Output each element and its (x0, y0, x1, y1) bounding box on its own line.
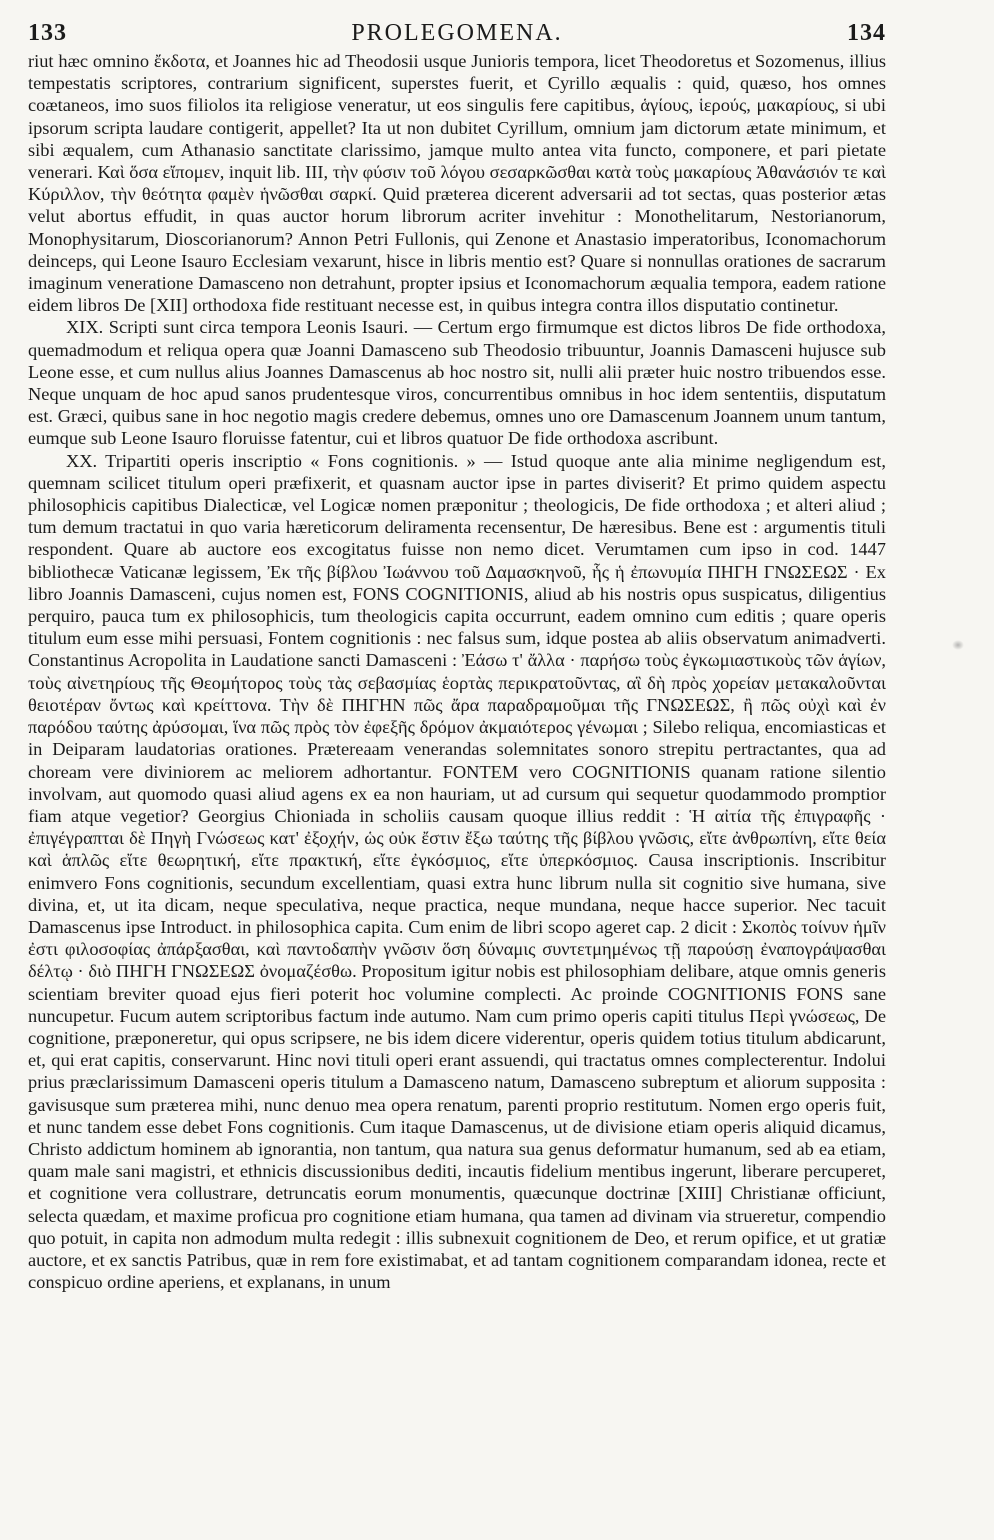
section-xx: XX. Tripartiti operis inscriptio « Fons cognitionis. » — Istud quoque ante alia minime negligendum est, quemnam scilicet titulum operi præfixerit, et quasnam auctor ipse in partes diviserit? Et primo quidem aspectu philosophicis capitibus Dialecticæ, vel Logicæ nomen præponitur ; theologicis, De fide orthodoxa ; et alteri aliud ; tum demum tractatui in quo varia hæreticorum deliramenta recensentur, De hæresibus. Bene est : argumentis tituli respondent. Quare ab auctore eos excogitatus fuisse non nemo dicet. Verumtamen cum ipso in cod. 1447 bibliothecæ Vaticanæ legissem, Ἐκ τῆς βίβλου Ἰωάννου τοῦ Δαμασκηνοῦ, ἧς ἡ ἐπωνυμία ΠΗΓΗ ΓΝΩΣΕΩΣ · Ex libro Joannis Damasceni, cujus nomen est, FONS COGNITIONIS, aliud ab his nostris opus suspicatus, diligentius perquiro, pauca tum ex philosophicis, tum theologicis capita occurrunt, eadem omnino cum editis ; quare operis titulum eum esse mihi persuasi, Fontem cognitionis : nec falsus sum, idque postea ab aliis observatum animadverti. Constantinus Acropolita in Laudatione sancti Damasceni : Ἐάσω τ' ἄλλα · παρήσω τοὺς ἐγκωμιαστικοὺς τῶν ἁγίων, τοὺς αἰνετηρίους τῆς Θεομήτορος τοὺς τὰς σεβασμίας ἑορτὰς περικρατοῦντας, αἳ δὴ πρὸς χορείαν μετακαλοῦνται θειοτέραν ὄντως καὶ κρείττονα. Τὴν δὲ ΠΗΓΗΝ πῶς ἄρα παραδραμοῦμαι τῆς ΓΝΩΣΕΩΣ, ἢ πῶς οὐχὶ καὶ ἐν παρόδου ταύτης ἀρύσομαι, ἵνα πῶς πρὸς τὸν ἐφεξῆς δρόμον ἀκμαιότερος γένωμαι ; Silebo reliqua, encomiasticas et in Deiparam laudatorias orationes. Prætereaam venerandas solemnitates sonoro strepitu pertractantes, qua ad choream vere diviniorem ac meliorem adhortantur. FONTEM vero COGNITIONIS quanam ratione silentio involvam, aut quomodo quasi aliud agens ex ea non hauriam, ut ad cursum qui sequetur quodammodo promptior fiam atque vegetior? Georgius Chioniada in scholiis causam quoque illius reddit : Ἡ αἰτία τῆς ἐπιγραφῆς · ἐπιγέγραπται δὲ Πηγὴ Γνώσεως κατ' ἐξοχήν, ὡς οὐκ ἔστιν ἔξω ταύτης τῆς βίβλου γνῶσις, εἴτε ἀνθρωπίνη, εἴτε θεία καὶ ἁπλῶς εἴτε θεωρητική, εἴτε πρακτική, εἴτε ἐγκόσμιος, εἴτε ὑπερκόσμιος. Causa inscriptionis. Inscribitur enimvero Fons cognitionis, secundum excellentiam, quasi extra hunc librum nulla sit cognitio sive humana, sive divina, et, ut ita dicam, neque speculativa, neque practica, neque mundana, neque hacce superior. Nec tacuit Damascenus ipse Introduct. in philosophica capita. Cum enim de libri scopo ageret cap. 2 dicit : Σκοπὸς τοίνυν ἡμῖν ἐστι φιλοσοφίας ἀπάρξασθαι, καὶ παντοδαπὴν γνῶσιν ὅση δύναμις συντετμημένως τῇ παρούσῃ ἐναπογράψασθαι δέλτῳ · διὸ ΠΗΓΗ ΓΝΩΣΕΩΣ ὀνομαζέσθω. Propositum igitur nobis est philosophiam delibare, atque omnis generis scientiam breviter quoad ejus fieri poterit hoc volumine complecti. Ac proinde COGNITIONIS FONS sane nuncupetur. Fucum autem scriptoribus factum inde autumo. Nam cum primo operis capiti titulus Περὶ γνώσεως, De cognitione, præponeretur, qui opus scripsere, ne bis idem dicere viderentur, operis quidem totius titulum abdicarunt, et, qui erat capitis, conservarunt. Hinc novi tituli operi erant assuendi, qui tractatus omnes complecterentur. Indolui prius præclarissimum Damasceni operis titulum a Damasceno natum, Damasceno subreptum et aliorum supposita : gavisusque sum præterea mihi, nunc denuo mea opera renatum, parenti proprio restitutum. Nomen ergo operis fuit, et nunc tandem esse debet Fons cognitionis. Cum itaque Damascenus, ut de divisione etiam operis aliquid dicamus, Christo addictum hominem ab ignorantia, non tantum, qua natura sua genus deformatur humanum, sed ab ea etiam, quam male sani magistri, et ethnicis discussionibus dediti, incautis fidelium mentibus ingerunt, liberare percuperet, et cognitione vera collustrare, detruncatis eorum monumentis, quæcunque doctrinæ [XIII] Christianæ officiunt, selecta quædam, et maxime proficua pro cognitione etiam humana, qua tamen ad divinam via strueretur, compendio quo potuit, in capita non admodum multa redegit : illis subnexuit cognitionem de Deo, et rerum opifice, et ut gratiæ auctore, et ex sanctis Patribus, quæ in rem fore existimabat, et ad tantam cognitionem comparandam idonea, recte et conspicuo ordine aperiens, et explanans, in unum (28, 450, 886, 1293)
page-number-right: 134 (847, 20, 886, 46)
running-title: PROLEGOMENA. (351, 20, 563, 46)
ink-stain (952, 640, 964, 650)
section-xix: XIX. Scripti sunt circa tempora Leonis Isauri. — Certum ergo firmumque est dictos libros De fide orthodoxa, quemadmodum et reliqua opera quæ Joanni Damasceno sub Theodosio tribuuntur, Joannis Damasceni hujusce sub Leone esse, et cum nullus alius Joannes Damascenus ab hoc nostro sit, nulli alii præter huic nostro tribuendos esse. Neque unquam de hoc apud sanos prudentesque viros, concurrentibus omnibus in hoc idem sententiis, disputatum est. Græci, quibus sane in hoc negotio magis credere debemus, omnes uno ore Damascenum Joannem unum tantum, eumque sub Leone Isauro floruisse fatentur, cui et libros quatuor De fide orthodoxa ascribunt. (28, 317, 886, 449)
page-number-left: 133 (28, 20, 67, 46)
body-text (28, 50, 886, 1293)
running-header (28, 20, 886, 50)
paragraph-continuation: riut hæc omnino ἔκδοτα, et Joannes hic ad Theodosii usque Junioris tempora, licet Theodoretus et Sozomenus, illius tempestatis scriptores, contrarium significent, superstes fuerit, et Cyrillo æqualis : quid, quæso, hos omnes coætaneos, imo suos filiolos ita religiose veneratur, ut eos singulis fere capitibus, ἁγίους, ἱερούς, μακαρίους, si ubi ipsorum scripta laudare contigerit, appellet? Ita ut non dubitet Cyrillum, omnium jam dictorum ætate minimum, et sibi æqualem, cum Athanasio sanctitate clarissimo, jamque multo antea vita functo, componere, et pari pietate venerari. Καὶ ὅσα εἴπομεν, inquit lib. III, τὴν φύσιν τοῦ λόγου σεσαρκῶσθαι κατὰ τοὺς μακαρίους Ἀθανάσιόν τε καὶ Κύριλλον, τὴν θεότητα φαμὲν ἡνῶσθαι σαρκί. Quid præterea dicerent adversarii ad tot sectas, quas posterior ætas velut abortus effudit, in quas auctor horum librorum acriter invehitur : Monothelitarum, Nestorianorum, Monophysitarum, Dioscorianorum? Annon Petri Fullonis, qui Zenone et Anastasio imperatoribus, Iconomachorum deinceps, qui Leone Isauro Ecclesiam vexarunt, hisce in libris mentio est? Quare si nonnullas orationes de sacrarum imaginum veneratione Damasceno non detrahunt, propter ipsius et Iconomachorum æqualia tempora, eadem ratione eidem libros De [XII] orthodoxa fide restituant necesse est, in quibus integra contra illos disputatio continetur. (28, 51, 886, 316)
